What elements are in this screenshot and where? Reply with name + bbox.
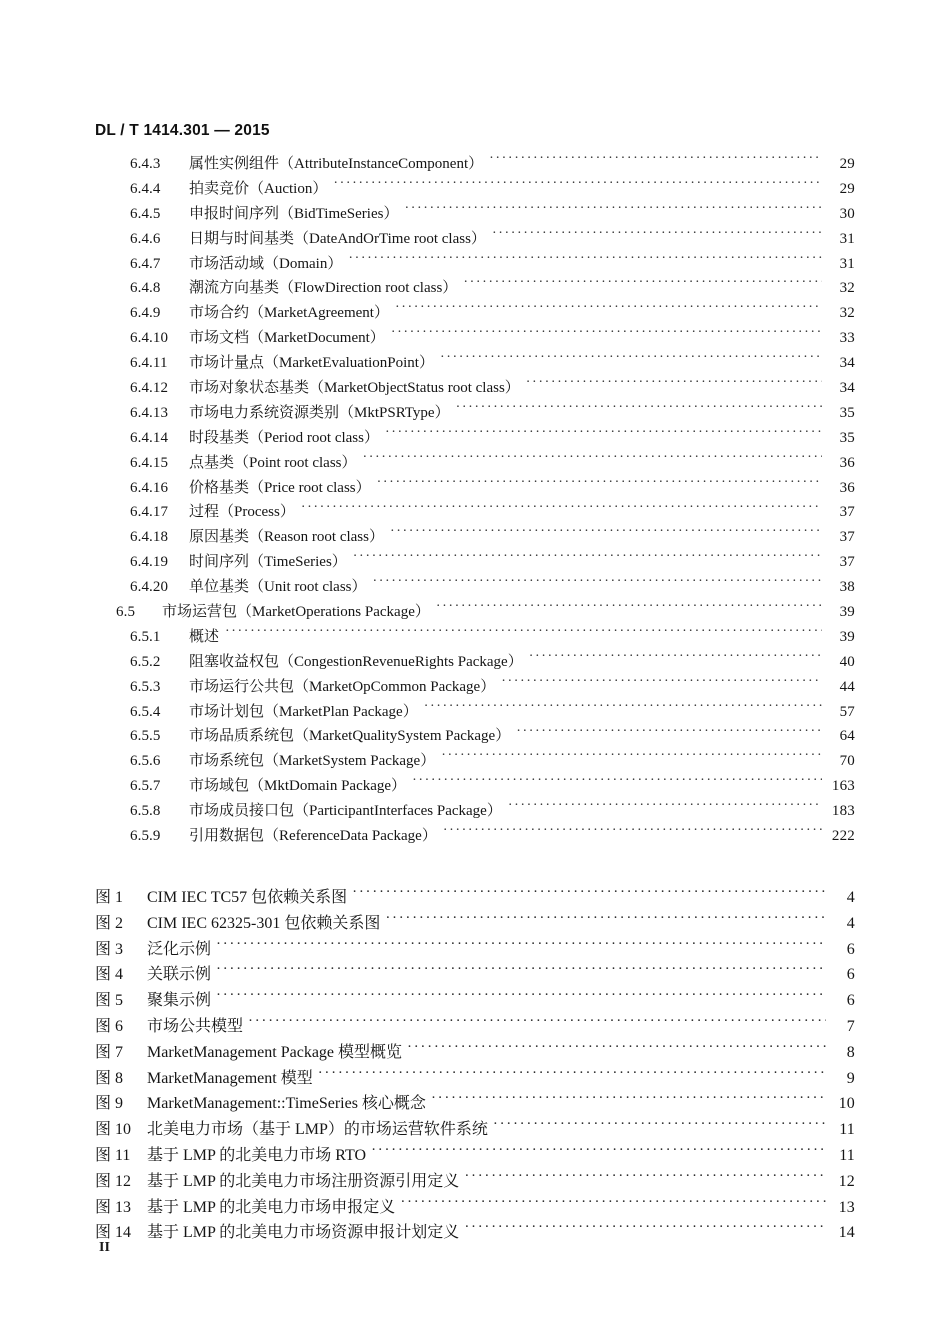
toc-entry-page-number: 36 [839,479,855,496]
figure-entry-label: 图 7 [95,1043,124,1061]
toc-entry-number: 6.4.20 [130,579,169,596]
toc-entry[interactable] [0,600,950,625]
toc-entry-page-number: 30 [839,205,855,222]
figure-entry-page-number: 7 [846,1017,855,1035]
toc-leader-dots [377,477,822,492]
toc-entry-title: 市场活动域（Domain） [189,255,343,272]
toc-entry-title: 点基类（Point root class） [189,454,357,471]
toc-entry-title: 市场运营包（MarketOperations Package） [162,604,430,621]
toc-entry-number: 6.5.3 [130,678,161,695]
figure-entry-page-number: 6 [846,940,855,958]
toc-leader-dots [301,501,822,516]
figure-entry-page-number: 4 [846,914,855,932]
toc-entry-title: 市场品质系统包（MarketQualitySystem Package） [189,728,511,745]
toc-leader-dots [443,825,822,840]
toc-entry[interactable] [0,650,950,675]
figure-entry-title: 基于 LMP 的北美电力市场注册资源引用定义 [147,1172,460,1190]
toc-entry-title: 市场计量点（MarketEvaluationPoint） [189,355,434,372]
toc-entry[interactable] [0,476,950,501]
toc-entry-page-number: 70 [839,753,855,770]
toc-entry-title: 过程（Process） [189,504,295,521]
figure-entry-page-number: 6 [846,966,855,984]
toc-entry-page-number: 34 [839,380,855,397]
toc-entry-page-number: 32 [839,280,855,297]
toc-entry-number: 6.4.19 [130,554,169,571]
figure-entry-label: 图 8 [95,1069,124,1087]
toc-entry-number: 6.4.5 [130,205,161,222]
toc-entry[interactable] [0,376,950,401]
toc-entry-title: 价格基类（Price root class） [189,479,371,496]
figure-leader-dots [464,1170,826,1186]
toc-leader-dots [516,725,822,740]
toc-leader-dots [424,701,822,716]
figure-entry-page-number: 10 [838,1095,855,1113]
toc-entry-title: 时段基类（Period root class） [189,429,379,446]
figure-entry-title: 聚集示例 [147,992,212,1010]
toc-leader-dots [348,253,822,268]
toc-leader-dots [501,676,822,691]
toc-leader-dots [373,576,823,591]
toc-entry[interactable] [0,252,950,277]
toc-entry[interactable] [0,675,950,700]
figure-leader-dots [216,963,826,979]
toc-entry-number: 6.4.4 [130,180,161,197]
toc-entry-title: 市场计划包（MarketPlan Package） [189,703,418,720]
toc-entry-number: 6.4.10 [130,330,169,347]
figure-list-entry[interactable] [0,1013,950,1039]
figure-entry-page-number: 8 [846,1043,855,1061]
figure-list-entry[interactable] [0,1116,950,1142]
figure-entry-title: 基于 LMP 的北美电力市场资源申报计划定义 [147,1224,460,1242]
figure-entry-title: 北美电力市场（基于 LMP）的市场运营软件系统 [147,1121,488,1139]
toc-entry-title: 阻塞收益权包（CongestionRevenueRights Package） [189,653,523,670]
toc-entry[interactable] [0,301,950,326]
footer-page-number: II [99,1240,110,1255]
toc-entry-number: 6.4.17 [130,504,169,521]
toc-entry-title: 市场域包（MktDomain Package） [189,778,407,795]
figure-entry-page-number: 9 [846,1069,855,1087]
toc-entry[interactable] [0,202,950,227]
figure-leader-dots [431,1092,826,1108]
toc-entry[interactable] [0,426,950,451]
figure-entry-page-number: 11 [839,1121,855,1139]
toc-leader-dots [463,277,822,292]
toc-entry-title: 时间序列（TimeSeries） [189,554,347,571]
figure-leader-dots [352,886,826,902]
figure-entry-title: CIM IEC TC57 包依赖关系图 [147,889,348,906]
toc-entry-title: 概述 [189,628,220,645]
toc-entry-page-number: 37 [839,554,855,571]
toc-entry-number: 6.4.6 [130,230,161,247]
toc-entry-page-number: 32 [839,305,855,322]
figure-entry-title: 基于 LMP 的北美电力市场 RTO [147,1146,367,1164]
toc-entry-number: 6.5.1 [130,628,161,645]
toc-entry[interactable] [0,824,950,849]
figure-entry-title: 泛化示例 [147,940,212,958]
toc-entry-page-number: 33 [839,330,855,347]
toc-entry-page-number: 31 [839,255,855,272]
figure-list [0,884,950,1245]
toc-entry-number: 6.4.14 [130,429,169,446]
toc-entry[interactable] [0,177,950,202]
figure-list-entry[interactable] [0,884,950,910]
figure-entry-title: MarketManagement 模型 [147,1069,313,1087]
figure-leader-dots [371,1144,826,1160]
toc-leader-dots [441,750,822,765]
figure-list-entry[interactable] [0,910,950,936]
toc-entry-number: 6.4.8 [130,280,161,297]
toc-leader-dots [333,178,822,193]
figure-entry-label: 图 2 [95,914,124,932]
figure-entry-page-number: 11 [839,1146,855,1164]
toc-leader-dots [412,775,822,790]
toc-entry-title: 单位基类（Unit root class） [189,579,367,596]
toc-entry-number: 6.5.6 [130,753,161,770]
figure-entry-page-number: 14 [838,1224,855,1242]
toc-leader-dots [440,352,822,367]
toc-entry-page-number: 39 [839,604,855,621]
toc-entry[interactable] [0,724,950,749]
toc-entry[interactable] [0,351,950,376]
toc-entry-page-number: 35 [839,404,855,421]
toc-leader-dots [225,626,822,641]
toc-entry-number: 6.4.16 [130,479,169,496]
figure-list-entry[interactable] [0,1090,950,1116]
toc-entry-title: 原因基类（Reason root class） [189,529,384,546]
toc-leader-dots [489,153,822,168]
figure-leader-dots [407,1041,826,1057]
toc-entry-number: 6.4.11 [130,355,168,372]
toc-entry-page-number: 64 [839,728,855,745]
figure-entry-label: 图 12 [95,1172,132,1190]
toc-entry-page-number: 44 [839,678,855,695]
toc-entry-page-number: 183 [831,803,855,820]
figure-entry-title: MarketManagement::TimeSeries 核心概念 [147,1095,426,1113]
toc-entry[interactable] [0,500,950,525]
toc-entry-title: 拍卖竞价（Auction） [189,180,328,197]
toc-entry-page-number: 37 [839,504,855,521]
table-of-contents [0,152,950,849]
toc-entry-number: 6.5 [116,604,136,621]
toc-entry-title: 潮流方向基类（FlowDirection root class） [189,280,458,297]
toc-entry-number: 6.5.9 [130,828,161,845]
toc-entry[interactable] [0,575,950,600]
figure-leader-dots [464,1221,826,1237]
toc-entry[interactable] [0,451,950,476]
toc-entry-page-number: 36 [839,454,855,471]
toc-entry-page-number: 34 [839,355,855,372]
figure-leader-dots [493,1118,826,1134]
toc-entry-title: 属性实例组件（AttributeInstanceComponent） [189,156,484,172]
figure-list-entry[interactable] [0,1219,950,1245]
toc-entry-title: 日期与时间基类（DateAndOrTime root class） [189,230,486,247]
figure-entry-label: 图 1 [95,889,124,906]
toc-entry-number: 6.5.7 [130,778,161,795]
toc-leader-dots [353,551,822,566]
toc-leader-dots [508,800,822,815]
toc-entry-page-number: 37 [839,529,855,546]
figure-entry-title: CIM IEC 62325-301 包依赖关系图 [147,914,381,932]
toc-entry-number: 6.4.13 [130,404,169,421]
figure-entry-page-number: 12 [838,1172,855,1190]
figure-list-entry[interactable] [0,1039,950,1065]
toc-entry-page-number: 163 [831,778,855,795]
figure-leader-dots [216,938,826,954]
toc-entry-number: 6.4.18 [130,529,169,546]
toc-entry-title: 市场系统包（MarketSystem Package） [189,753,436,770]
toc-entry[interactable] [0,401,950,426]
figure-list-entry[interactable] [0,961,950,987]
toc-entry-title: 市场对象状态基类（MarketObjectStatus root class） [189,380,520,397]
toc-entry-page-number: 39 [839,628,855,645]
toc-leader-dots [404,203,822,218]
figure-entry-label: 图 13 [95,1198,132,1216]
figure-entry-label: 图 4 [95,966,124,984]
toc-entry-number: 6.4.7 [130,255,161,272]
toc-entry[interactable] [0,700,950,725]
figure-leader-dots [216,989,826,1005]
toc-entry-page-number: 40 [839,653,855,670]
figure-list-entry[interactable] [0,1194,950,1220]
toc-entry-page-number: 38 [839,579,855,596]
figure-entry-title: 市场公共模型 [147,1017,244,1035]
toc-entry-number: 6.5.2 [130,653,161,670]
toc-entry[interactable] [0,799,950,824]
toc-entry[interactable] [0,152,950,177]
toc-entry[interactable] [0,749,950,774]
figure-entry-page-number: 4 [846,889,855,906]
toc-entry-number: 6.4.12 [130,380,169,397]
toc-entry[interactable] [0,525,950,550]
toc-entry[interactable] [0,550,950,575]
toc-leader-dots [363,452,823,467]
figure-entry-label: 图 14 [95,1224,132,1242]
running-header-standard-number: DL / T 1414.301 — 2015 [95,122,270,139]
figure-entry-label: 图 3 [95,940,124,958]
toc-entry-number: 6.5.5 [130,728,161,745]
figure-entry-label: 图 10 [95,1121,132,1139]
toc-entry-title: 申报时间序列（BidTimeSeries） [189,205,399,222]
toc-entry-title: 市场电力系统资源类别（MktPSRType） [189,404,450,421]
figure-leader-dots [385,912,826,928]
toc-entry-number: 6.4.15 [130,454,169,471]
figure-leader-dots [248,1015,826,1031]
toc-entry-page-number: 29 [839,156,855,172]
toc-entry-title: 市场文档（MarketDocument） [189,330,385,347]
figure-list-entry[interactable] [0,1142,950,1168]
toc-entry-number: 6.4.3 [130,156,161,172]
figure-list-entry[interactable] [0,936,950,962]
toc-entry[interactable] [0,276,950,301]
figure-entry-label: 图 11 [95,1146,131,1164]
toc-leader-dots [390,526,822,541]
toc-leader-dots [395,302,822,317]
figure-entry-label: 图 9 [95,1095,124,1113]
toc-entry-number: 6.4.9 [130,305,161,322]
toc-entry-number: 6.5.8 [130,803,161,820]
toc-entry-page-number: 35 [839,429,855,446]
toc-entry-number: 6.5.4 [130,703,161,720]
toc-entry-page-number: 57 [839,703,855,720]
toc-leader-dots [436,601,822,616]
figure-entry-page-number: 6 [846,992,855,1010]
figure-leader-dots [400,1196,826,1212]
figure-entry-title: MarketManagement Package 模型概览 [147,1043,403,1061]
toc-leader-dots [526,377,822,392]
toc-entry-title: 市场合约（MarketAgreement） [189,305,389,322]
toc-leader-dots [391,327,822,342]
toc-leader-dots [492,228,822,243]
figure-entry-title: 基于 LMP 的北美电力市场申报定义 [147,1198,396,1216]
toc-entry-page-number: 222 [831,828,855,845]
figure-list-entry[interactable] [0,1168,950,1194]
figure-entry-label: 图 5 [95,992,124,1010]
toc-entry-title: 市场成员接口包（ParticipantInterfaces Package） [189,803,502,820]
toc-entry-page-number: 29 [839,180,855,197]
figure-list-entry[interactable] [0,987,950,1013]
figure-list-entry[interactable] [0,1065,950,1091]
toc-entry[interactable] [0,326,950,351]
toc-entry-title: 引用数据包（ReferenceData Package） [189,828,437,845]
toc-entry-page-number: 31 [839,230,855,247]
figure-entry-page-number: 13 [838,1198,855,1216]
toc-entry[interactable] [0,227,950,252]
toc-leader-dots [456,402,822,417]
toc-leader-dots [385,427,822,442]
figure-leader-dots [318,1067,826,1083]
toc-entry[interactable] [0,774,950,799]
figure-entry-label: 图 6 [95,1017,124,1035]
figure-entry-title: 关联示例 [147,966,212,984]
toc-entry[interactable] [0,625,950,650]
toc-leader-dots [529,651,822,666]
toc-entry-title: 市场运行公共包（MarketOpCommon Package） [189,678,496,695]
